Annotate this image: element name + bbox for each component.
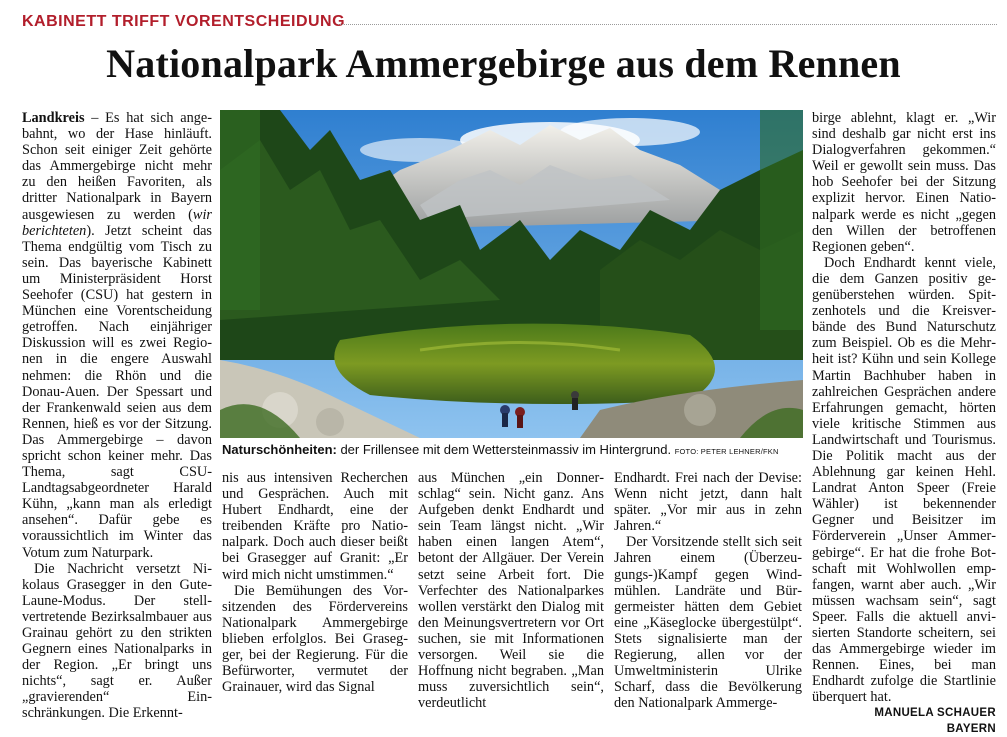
dateline: Landkreis	[22, 110, 85, 126]
article-column-5	[812, 110, 996, 737]
author-byline: MANUELA SCHAUER	[874, 707, 996, 720]
photo-credit: FOTO: PETER LEHNER/FKN	[674, 447, 779, 456]
caption-text: der Frillensee mit dem Wettersteinmassiv im Hintergrund.	[336, 442, 672, 457]
kicker-row	[22, 10, 997, 86]
lake-photo	[220, 110, 803, 438]
frillensee-photo-image	[220, 110, 803, 438]
paragraph: Die Bemühungen des Vorsitzenden des Fördervereins Nationalpark Ammergebirge blieben erfolglos. Bei Grasegger, bei der Regierung. Für die Befürworter, vermutet der Grainauer, wird das Signal	[222, 582, 408, 696]
section-kicker: KABINETT TRIFFT VORENTSCHEIDUNG	[22, 13, 346, 30]
text-run: ). Jetzt scheint das Thema endgültig vom Tisch zu sein. Das bayerische Kabinett um Ministerpräsident Horst Seehofer (CSU) hat gestern in München eine Vorentscheidung getroffen. Nach einjähriger Diskussion will es zwei Regionen in die engere Auswahl nehmen: die Rhön und die Donau-Auen. Der Spessart und der Frankenwald seien aus dem Rennen, hieß es vor der Sitzung. Das Ammergebirge – davon spricht schon keiner mehr. Das Thema, sagt CSU-Landtagsabgeordneter Harald Kühn, „kann man als erledigt ansehen“. Dafür gebe es voraussichtlich im Winter das Votum zum Naturpark.	[22, 222, 212, 561]
dotted-rule	[338, 24, 997, 25]
article-column-2	[222, 470, 408, 695]
caption-lead: Naturschönheiten:	[222, 442, 337, 457]
cross-reference: wir berichteten	[22, 206, 212, 239]
paragraph: aus München „ein Donnerschlag“ sein. Nicht ganz. Ans Aufgeben denkt Endhardt und sein Team längst nicht. „Wir haben einen langen Atem“, betont der Allgäuer. Der Verein setzt seine Arbeit fort. Die Verfechter des Nationalparkes wollen verstärkt den Dialog mit den Meinungsvertretern vor Ort suchen, sie mit Informationen versorgen. Weil sie die Hoffnung nicht begraben. „Man muss zuversichtlich sein“, verdeutlicht	[418, 470, 604, 712]
paragraph: nis aus intensiven Recherchen und Gesprächen. Auch mit Hubert Endhardt, eine der treibenden Kräfte pro Nationalpark. Doch auch dieser beißt bei Grasegger auf Granit: „Er wird mich nicht umstimmen.“	[222, 470, 408, 583]
article-column-1	[22, 110, 212, 722]
text-run: – Es hat sich angebahnt, wo der Hase hinläuft. Schon seit einiger Zeit gehörte das Ammergebirge nicht mehr zu den heißen Favoriten, als dritter Nationalpark in Bayern ausgewiesen zu werden (	[22, 110, 212, 223]
headline: Nationalpark Ammergebirge aus dem Rennen	[106, 41, 901, 86]
article-column-4	[614, 470, 802, 711]
paragraph: birge ablehnt, klagt er. „Wir sind deshalb gar nicht erst ins Dialogverfahren gekommen.“ Weil er gewollt sein muss. Das hob Seehofer bei der Sitzung explizit hervor. Einen Nationalpark werde es nicht „gegen den Willen der betroffenen Regionen geben“.	[812, 110, 996, 255]
paragraph	[22, 110, 212, 561]
article-column-3	[418, 470, 604, 711]
region-byline: BAYERN	[946, 723, 996, 736]
paragraph: Der Vorsitzende stellt sich seit Jahren einem (Überzeugungs-)Kampf gegen Windmühlen. Landräte und Bürgermeister hätten dem Gebiet eine „Käseglocke übergestülpt“. Stets signalisierte man der Regierung, allen vor der Umweltministerin Ulrike Scharf, dass die Bevölkerung den Nationalpark Ammerge-	[614, 534, 802, 712]
paragraph: Die Nachricht versetzt Nikolaus Grasegger in den Gute-Laune-Modus. Der stellvertretende Bezirksalmbauer aus Grainau gehört zu den strikten Gegnern eines Nationalparks in der Region. „Er bringt uns nichts“, sagt er. Außer „gravierenden“ Einschränkungen. Die Erkennt-	[22, 560, 212, 722]
paragraph: Endhardt. Frei nach der Devise: Wenn nicht jetzt, dann halt später. „Vor mir aus in zehn Jahren.“	[614, 470, 802, 535]
photo-caption	[222, 442, 804, 457]
paragraph: Doch Endhardt kennt viele, die dem Ganzen positiv gegenüberstehen würden. Spitzenhotels und die Kreisverbände des Bund Naturschutz zum Beispiel. Ob es die Mehrheit ist? Kühn und sein Kollege Martin Bachhuber haben in zahlreichen Gesprächen andere Erfahrungen gemacht, hörten viele kritische Stimmen aus Landwirtschaft und Tourismus. Die Politik macht aus der Ablehnung gar keinen Hehl. Landrat Anton Speer (Freie Wähler) ist bekennender Gegner und Beisitzer im Förderverein „Unser Ammergebirge“. Er hat die frohe Botschaft mit Wohlwollen empfangen, warnt aber auch. „Wir müssen wachsam sein“, sagt Speer. Falls die aktuell anvisierten Standorte scheitern, sei das Ammergebirge wieder im Rennen. Eines, bei man Endhardt zufolge die Startlinie überquert hat.	[812, 254, 996, 706]
